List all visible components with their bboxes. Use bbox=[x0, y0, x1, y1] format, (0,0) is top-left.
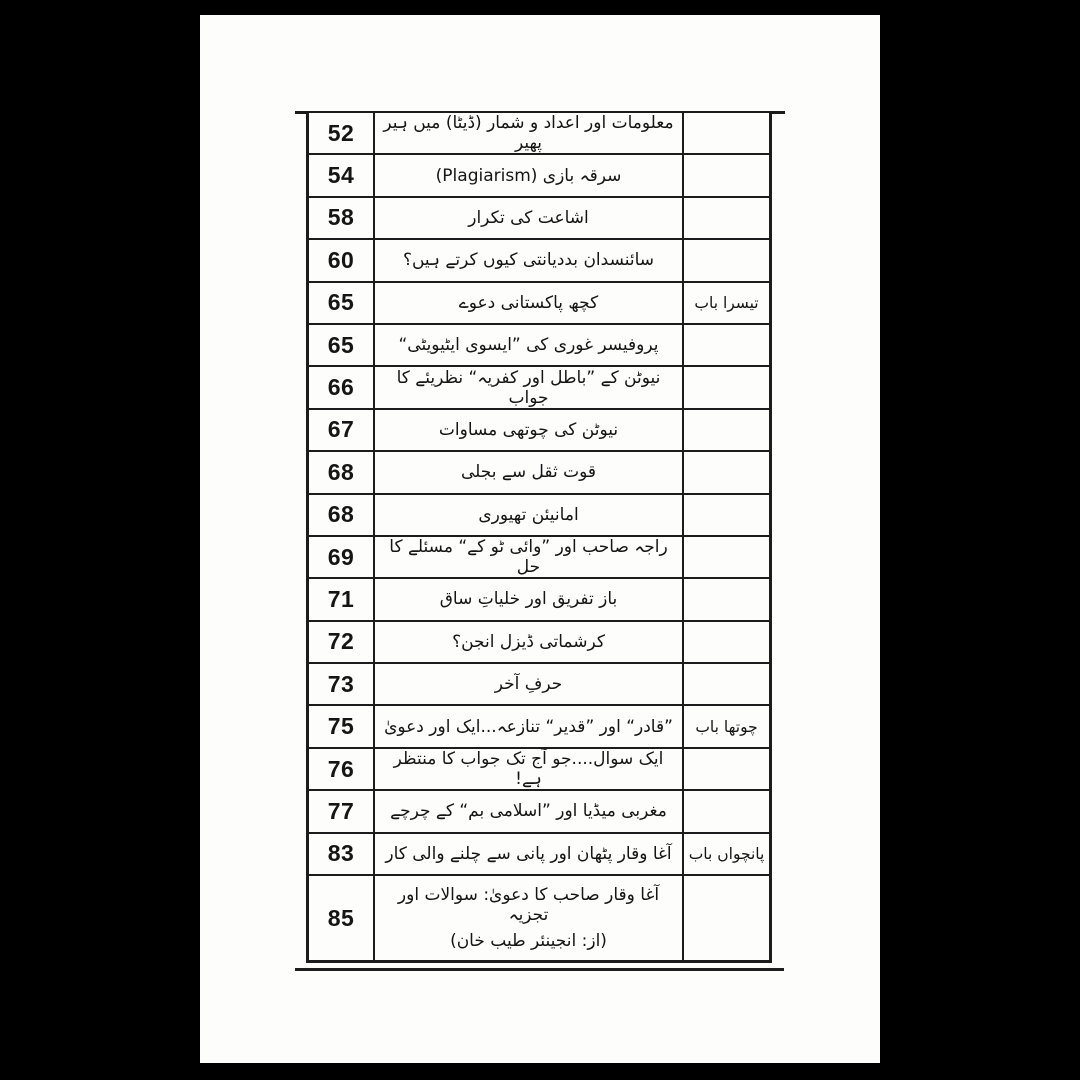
entry-title-cell bbox=[375, 537, 684, 577]
entry-title-line: پروفیسر غوری کی ”ایسوی ایٹیویٹی“ bbox=[398, 335, 659, 356]
toc-row bbox=[309, 706, 769, 748]
toc-row bbox=[309, 410, 769, 452]
chapter-label-cell: پانچواں باب bbox=[688, 844, 765, 863]
toc-row bbox=[309, 579, 769, 621]
entry-title-cell bbox=[375, 113, 684, 153]
entry-title-cell bbox=[375, 834, 684, 874]
toc-row bbox=[309, 240, 769, 282]
page-footer-rule bbox=[295, 968, 784, 971]
toc-row bbox=[309, 198, 769, 240]
entry-title-cell bbox=[375, 325, 684, 365]
toc-row bbox=[309, 113, 769, 155]
entry-title-line: سائنسدان بددیانتی کیوں کرتے ہیں؟ bbox=[402, 250, 655, 271]
toc-row bbox=[309, 495, 769, 537]
toc-table bbox=[306, 113, 772, 963]
entry-title-line: نیوٹن کی چوتھی مساوات bbox=[438, 419, 619, 440]
toc-row bbox=[309, 325, 769, 367]
chapter-label-cell bbox=[684, 664, 769, 704]
page-number-cell: 73 bbox=[309, 664, 375, 704]
entry-title-cell bbox=[375, 749, 684, 789]
chapter-label-cell bbox=[684, 495, 769, 535]
page-number-cell: 77 bbox=[309, 791, 375, 831]
toc-row bbox=[309, 155, 769, 197]
toc-row bbox=[309, 664, 769, 706]
entry-title-cell bbox=[375, 579, 684, 619]
entry-title-cell bbox=[375, 367, 684, 407]
entry-title-cell bbox=[375, 706, 684, 746]
page-number-cell: 66 bbox=[309, 367, 375, 407]
toc-row bbox=[309, 791, 769, 833]
chapter-label-cell: چوتھا باب bbox=[695, 717, 758, 736]
chapter-label-cell bbox=[684, 622, 769, 662]
toc-row bbox=[309, 283, 769, 325]
chapter-label-cell bbox=[684, 749, 769, 789]
page-number-cell: 69 bbox=[309, 537, 375, 577]
page-number-cell: 71 bbox=[309, 579, 375, 619]
entry-title-cell bbox=[375, 791, 684, 831]
entry-title-cell bbox=[375, 283, 684, 323]
entry-title-line: کرشماتی ڈیزل انجن؟ bbox=[452, 631, 605, 652]
page-number-cell: 52 bbox=[309, 113, 375, 153]
chapter-label-cell bbox=[684, 198, 769, 238]
entry-title-line: راجہ صاحب اور ”وائی ٹو کے“ مسئلے کا حل bbox=[389, 537, 668, 578]
entry-title-line: باز تفریق اور خلیاتِ ساق bbox=[439, 589, 618, 610]
entry-title-line: کچھ پاکستانی دعوے bbox=[458, 292, 599, 313]
chapter-label-cell bbox=[684, 325, 769, 365]
book-page bbox=[200, 15, 880, 1063]
page-number-cell: 67 bbox=[309, 410, 375, 450]
entry-title-cell bbox=[375, 155, 684, 195]
entry-title-line: مغربی میڈیا اور ”اسلامی بم“ کے چرچے bbox=[390, 801, 667, 822]
page-number-cell: 65 bbox=[309, 325, 375, 365]
chapter-label-cell bbox=[684, 579, 769, 619]
entry-title-line: آغا وقار پٹھان اور پانی سے چلنے والی کار bbox=[385, 843, 672, 864]
page-number-cell: 54 bbox=[309, 155, 375, 195]
entry-title-cell bbox=[375, 664, 684, 704]
entry-title-line: ”قادر“ اور ”قدیر“ تنازعہ...ایک اور دعویٰ bbox=[384, 716, 673, 737]
entry-title-line: نیوٹن کے ”باطل اور کفریہ“ نظریئے کا جواب bbox=[396, 367, 661, 408]
chapter-label-cell bbox=[684, 410, 769, 450]
chapter-label-cell bbox=[684, 240, 769, 280]
entry-title-line: ایک سوال....جو آج تک جواب کا منتظر ہے! bbox=[393, 749, 664, 790]
page-number-cell: 72 bbox=[309, 622, 375, 662]
toc-row bbox=[309, 452, 769, 494]
toc-row bbox=[309, 834, 769, 876]
chapter-label-cell bbox=[684, 876, 769, 960]
chapter-label-cell bbox=[684, 537, 769, 577]
entry-title-line: سرقہ بازی (Plagiarism) bbox=[435, 165, 622, 186]
page-number-cell: 85 bbox=[309, 876, 375, 960]
page-number-cell: 60 bbox=[309, 240, 375, 280]
toc-row bbox=[309, 749, 769, 791]
page-number-cell: 68 bbox=[309, 452, 375, 492]
chapter-label-cell bbox=[684, 367, 769, 407]
chapter-label-cell bbox=[684, 452, 769, 492]
entry-title-line: امانیئن تھیوری bbox=[478, 504, 579, 525]
entry-title-cell bbox=[375, 452, 684, 492]
chapter-label-cell bbox=[684, 791, 769, 831]
entry-title-line: (از: انجینئر طیب خان) bbox=[450, 931, 607, 952]
page-number-cell: 83 bbox=[309, 834, 375, 874]
page-number-cell: 58 bbox=[309, 198, 375, 238]
entry-title-cell bbox=[375, 240, 684, 280]
entry-title-line: آغا وقار صاحب کا دعویٰ: سوالات اور تجزیہ bbox=[397, 884, 660, 925]
entry-title-cell bbox=[375, 495, 684, 535]
entry-title-line: اشاعت کی تکرار bbox=[468, 207, 589, 228]
page-number-cell: 68 bbox=[309, 495, 375, 535]
page-number-cell: 65 bbox=[309, 283, 375, 323]
entry-title-cell bbox=[375, 410, 684, 450]
entry-title-line: معلومات اور اعداد و شمار (ڈیٹا) میں ہیر پھیر bbox=[383, 113, 674, 154]
entry-title-cell bbox=[375, 876, 684, 960]
chapter-label-cell bbox=[684, 155, 769, 195]
entry-title-cell bbox=[375, 622, 684, 662]
entry-title-line: قوت ثقل سے بجلی bbox=[460, 462, 597, 483]
entry-title-line: حرفِ آخر bbox=[494, 674, 563, 695]
entry-title-cell bbox=[375, 198, 684, 238]
toc-row bbox=[309, 622, 769, 664]
chapter-label-cell: تیسرا باب bbox=[694, 293, 759, 312]
toc-row bbox=[309, 367, 769, 409]
toc-row bbox=[309, 537, 769, 579]
chapter-label-cell bbox=[684, 113, 769, 153]
page-number-cell: 75 bbox=[309, 706, 375, 746]
page-number-cell: 76 bbox=[309, 749, 375, 789]
toc-row bbox=[309, 876, 769, 960]
